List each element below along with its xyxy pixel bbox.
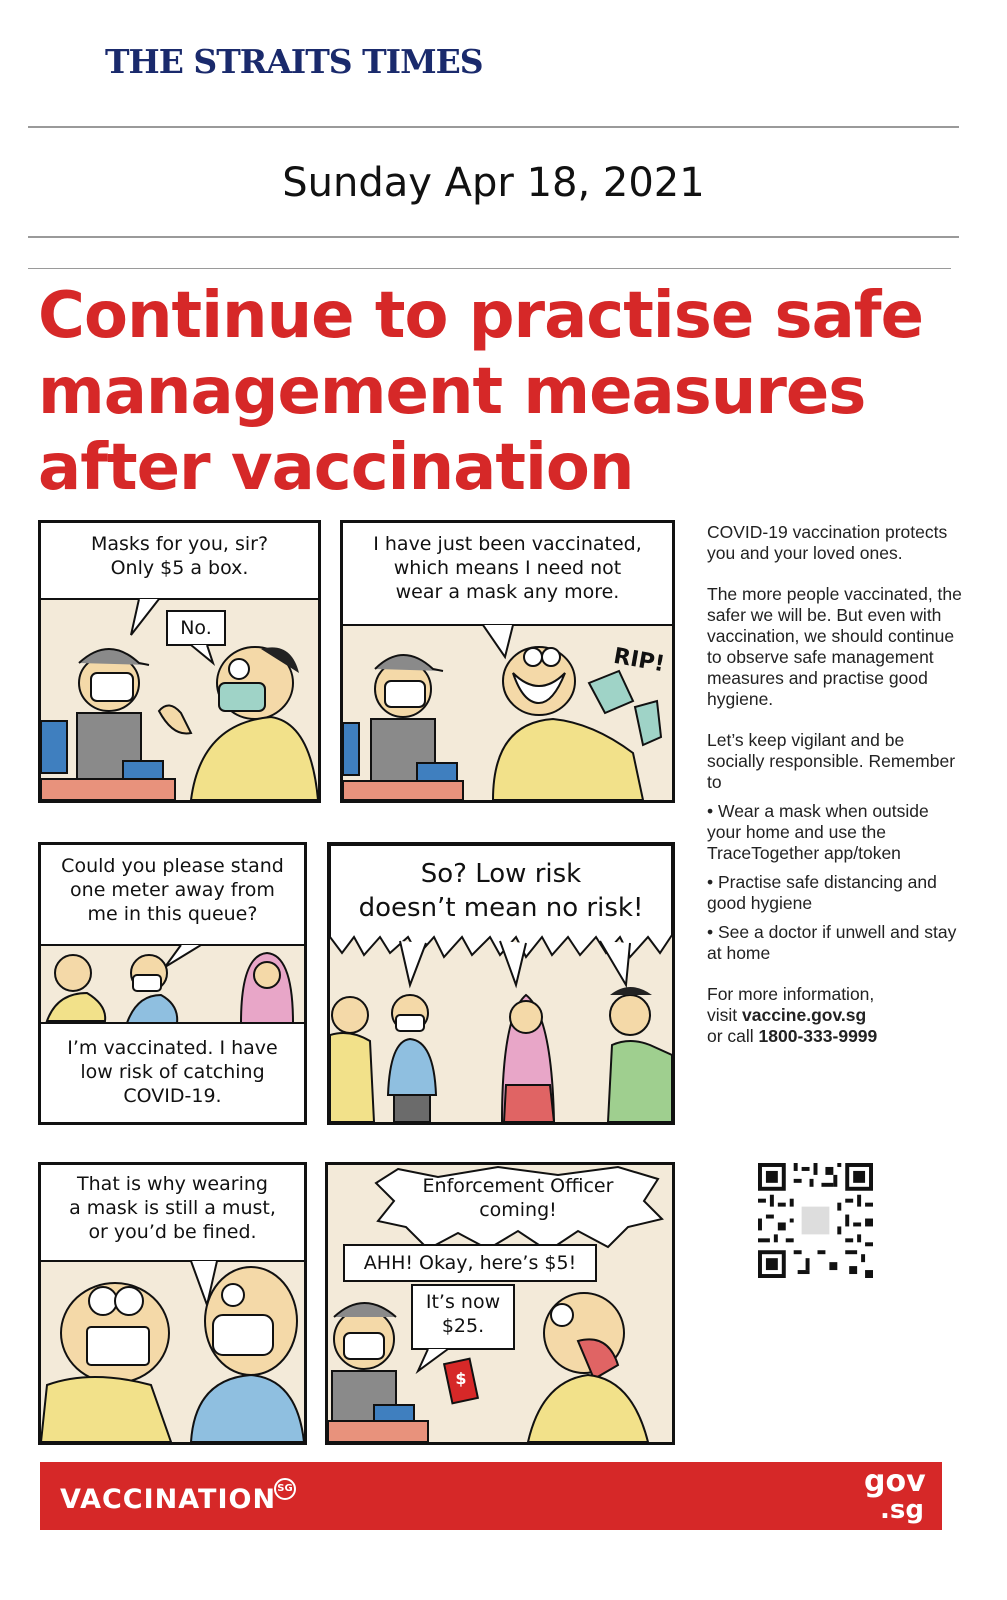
qr-code-icon[interactable] — [758, 1163, 873, 1278]
speech-line: me in this queue? — [87, 902, 258, 925]
speech-line: Could you please stand — [61, 855, 284, 877]
comic-panel-2 — [340, 520, 675, 803]
bullet-text: See a doctor if unwell and stay at home — [707, 922, 957, 963]
sound-effect: RIP! — [611, 643, 667, 678]
speech-line: Masks for you, sir? — [90, 533, 269, 555]
sg-text: .sg — [880, 1495, 924, 1525]
comic-panel-3 — [38, 842, 307, 1125]
publication-date: Sunday Apr 18, 2021 — [282, 160, 705, 206]
speech-line: That is why wearing — [77, 1173, 268, 1195]
phone-number[interactable]: 1800-333-9999 — [758, 1026, 878, 1046]
call-label: or call — [707, 1026, 759, 1046]
divider — [28, 126, 959, 128]
headline-line: Continue to practise safe — [38, 279, 924, 353]
divider — [28, 268, 951, 269]
speech-line: Enforcement Officer — [422, 1175, 614, 1197]
speech-line: low risk of catching — [80, 1060, 265, 1083]
comic-panel-1 — [38, 520, 321, 803]
more-info — [707, 984, 962, 1047]
divider — [28, 236, 959, 238]
speech-line: I’m vaccinated. I have — [67, 1037, 278, 1059]
speech-line: I have just been vaccinated, — [373, 533, 642, 555]
sidebar-bullet: • See a doctor if unwell and stay at home — [707, 922, 957, 963]
speech-line: or you’d be fined. — [88, 1220, 257, 1243]
speech-line: doesn’t mean no risk! — [358, 893, 644, 923]
comic-panel-6 — [325, 1162, 675, 1445]
headline-line: after vaccination — [38, 431, 634, 505]
speech-line: which means I need not — [393, 556, 622, 579]
visit-label: visit — [707, 1005, 742, 1025]
bullet-text: Practise safe distancing and good hygiene — [707, 872, 937, 913]
sidebar-bullet: • Practise safe distancing and good hygiene — [707, 872, 937, 913]
speech-line: a mask is still a must, — [69, 1196, 276, 1219]
comic-panel-4 — [327, 842, 675, 1125]
sidebar-bullet: • Wear a mask when outside your home and use the TraceTogether app/token — [707, 801, 929, 863]
sidebar-paragraph: The more people vaccinated, the safer we will be. But even with vaccination, we should continue to observe safe management measures and practise good hygiene. — [707, 584, 962, 709]
speech-line: wear a mask any more. — [395, 580, 620, 603]
speech-line: coming! — [479, 1198, 557, 1221]
speech-line: AHH! Okay, here’s $5! — [363, 1252, 577, 1274]
speech-reply: No. — [180, 617, 212, 639]
speech-line: It’s now — [425, 1291, 501, 1313]
gov-sg-logo — [864, 1464, 926, 1525]
sidebar-paragraph: Let’s keep vigilant and be socially responsible. Remember to — [707, 730, 956, 792]
speech-line: one meter away from — [70, 878, 275, 901]
vaccination-campaign-logo: VACCINATION — [60, 1484, 277, 1515]
dollar-note: $ — [455, 1369, 467, 1388]
comic-panel-5 — [38, 1162, 307, 1445]
website-link[interactable]: vaccine.gov.sg — [742, 1005, 867, 1025]
bullet-text: Wear a mask when outside your home and use the TraceTogether app/token — [707, 801, 929, 863]
more-info-prefix: For more information, — [707, 984, 875, 1004]
sg-badge: SG — [274, 1478, 296, 1500]
speech-line: So? Low risk — [420, 859, 582, 889]
speech-line: Only $5 a box. — [110, 556, 249, 579]
speech-line: COVID-19. — [123, 1084, 222, 1107]
headline-line: management measures — [38, 355, 866, 429]
gov-text: gov — [864, 1464, 926, 1499]
info-sidebar — [707, 522, 962, 1047]
sidebar-paragraph: COVID-19 vaccination protects you and your loved ones. — [707, 522, 948, 563]
masthead-logo: THE STRAITS TIMES — [105, 42, 483, 81]
speech-line: $25. — [441, 1314, 485, 1337]
page-headline — [38, 278, 978, 506]
